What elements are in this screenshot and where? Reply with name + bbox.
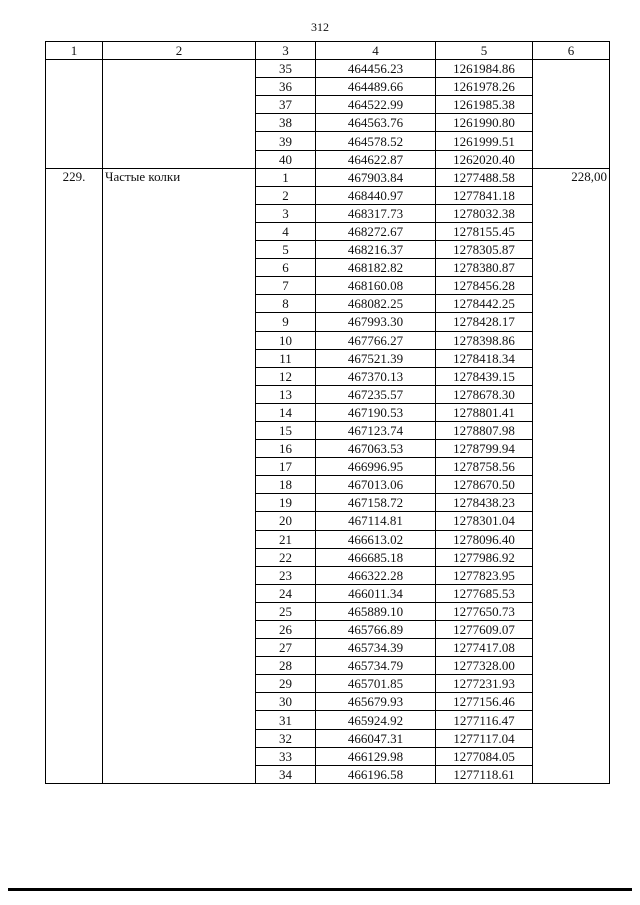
y-coordinate-cell: 1277156.46 [436, 693, 533, 711]
point-number-cell: 35 [256, 60, 316, 78]
point-number-cell: 17 [256, 458, 316, 476]
y-coordinate-cell: 1277488.58 [436, 168, 533, 186]
point-number-cell: 12 [256, 367, 316, 385]
column-header: 4 [316, 42, 436, 60]
x-coordinate-cell: 466129.98 [316, 747, 436, 765]
x-coordinate-cell: 465766.89 [316, 621, 436, 639]
point-number-cell: 2 [256, 186, 316, 204]
y-coordinate-cell: 1278807.98 [436, 421, 533, 439]
x-coordinate-cell: 468182.82 [316, 259, 436, 277]
y-coordinate-cell: 1261984.86 [436, 60, 533, 78]
y-coordinate-cell: 1261990.80 [436, 114, 533, 132]
y-coordinate-cell: 1278438.23 [436, 494, 533, 512]
object-number-cell: 229. [46, 168, 103, 783]
column-header: 2 [103, 42, 256, 60]
point-number-cell: 31 [256, 711, 316, 729]
point-number-cell: 6 [256, 259, 316, 277]
x-coordinate-cell: 467013.06 [316, 476, 436, 494]
x-coordinate-cell: 468272.67 [316, 222, 436, 240]
area-cell: 228,00 [533, 168, 610, 783]
x-coordinate-cell: 467190.53 [316, 403, 436, 421]
x-coordinate-cell: 466011.34 [316, 584, 436, 602]
x-coordinate-cell: 464489.66 [316, 78, 436, 96]
x-coordinate-cell: 466322.28 [316, 566, 436, 584]
point-number-cell: 13 [256, 385, 316, 403]
point-number-cell: 16 [256, 440, 316, 458]
x-coordinate-cell: 468317.73 [316, 204, 436, 222]
y-coordinate-cell: 1261999.51 [436, 132, 533, 150]
y-coordinate-cell: 1277231.93 [436, 675, 533, 693]
point-number-cell: 29 [256, 675, 316, 693]
y-coordinate-cell: 1277116.47 [436, 711, 533, 729]
x-coordinate-cell: 465889.10 [316, 602, 436, 620]
x-coordinate-cell: 468082.25 [316, 295, 436, 313]
point-number-cell: 9 [256, 313, 316, 331]
point-number-cell: 4 [256, 222, 316, 240]
x-coordinate-cell: 467063.53 [316, 440, 436, 458]
point-number-cell: 21 [256, 530, 316, 548]
x-coordinate-cell: 468440.97 [316, 186, 436, 204]
y-coordinate-cell: 1277118.61 [436, 765, 533, 783]
y-coordinate-cell: 1277986.92 [436, 548, 533, 566]
x-coordinate-cell: 466685.18 [316, 548, 436, 566]
x-coordinate-cell: 464456.23 [316, 60, 436, 78]
point-number-cell: 19 [256, 494, 316, 512]
x-coordinate-cell: 465924.92 [316, 711, 436, 729]
point-number-cell: 15 [256, 421, 316, 439]
page-number: 312 [311, 20, 329, 34]
object-number-cell [46, 60, 103, 169]
object-name-cell [103, 60, 256, 169]
point-number-cell: 14 [256, 403, 316, 421]
point-number-cell: 1 [256, 168, 316, 186]
point-number-cell: 7 [256, 277, 316, 295]
y-coordinate-cell: 1278305.87 [436, 241, 533, 259]
x-coordinate-cell: 465734.39 [316, 639, 436, 657]
x-coordinate-cell: 465734.79 [316, 657, 436, 675]
x-coordinate-cell: 466613.02 [316, 530, 436, 548]
y-coordinate-cell: 1277328.00 [436, 657, 533, 675]
point-number-cell: 37 [256, 96, 316, 114]
y-coordinate-cell: 1278442.25 [436, 295, 533, 313]
x-coordinate-cell: 466996.95 [316, 458, 436, 476]
table-header-row [46, 42, 610, 60]
x-coordinate-cell: 467158.72 [316, 494, 436, 512]
area-cell [533, 60, 610, 169]
point-number-cell: 20 [256, 512, 316, 530]
y-coordinate-cell: 1277084.05 [436, 747, 533, 765]
x-coordinate-cell: 464563.76 [316, 114, 436, 132]
x-coordinate-cell: 468160.08 [316, 277, 436, 295]
x-coordinate-cell: 467123.74 [316, 421, 436, 439]
point-number-cell: 8 [256, 295, 316, 313]
y-coordinate-cell: 1261978.26 [436, 78, 533, 96]
y-coordinate-cell: 1278801.41 [436, 403, 533, 421]
y-coordinate-cell: 1277841.18 [436, 186, 533, 204]
point-number-cell: 18 [256, 476, 316, 494]
y-coordinate-cell: 1278678.30 [436, 385, 533, 403]
x-coordinate-cell: 467993.30 [316, 313, 436, 331]
bottom-rule [8, 888, 632, 891]
y-coordinate-cell: 1277417.08 [436, 639, 533, 657]
point-number-cell: 28 [256, 657, 316, 675]
x-coordinate-cell: 466047.31 [316, 729, 436, 747]
point-number-cell: 30 [256, 693, 316, 711]
y-coordinate-cell: 1278418.34 [436, 349, 533, 367]
x-coordinate-cell: 465701.85 [316, 675, 436, 693]
x-coordinate-cell: 467235.57 [316, 385, 436, 403]
x-coordinate-cell: 467766.27 [316, 331, 436, 349]
point-number-cell: 32 [256, 729, 316, 747]
point-number-cell: 24 [256, 584, 316, 602]
x-coordinate-cell: 465679.93 [316, 693, 436, 711]
y-coordinate-cell: 1277650.73 [436, 602, 533, 620]
object-name-cell: Частые колки [103, 168, 256, 783]
point-number-cell: 25 [256, 602, 316, 620]
column-header: 3 [256, 42, 316, 60]
y-coordinate-cell: 1278456.28 [436, 277, 533, 295]
x-coordinate-cell: 467521.39 [316, 349, 436, 367]
point-number-cell: 38 [256, 114, 316, 132]
column-header: 6 [533, 42, 610, 60]
y-coordinate-cell: 1278799.94 [436, 440, 533, 458]
point-number-cell: 34 [256, 765, 316, 783]
x-coordinate-cell: 464622.87 [316, 150, 436, 168]
point-number-cell: 11 [256, 349, 316, 367]
y-coordinate-cell: 1278670.50 [436, 476, 533, 494]
point-number-cell: 5 [256, 241, 316, 259]
x-coordinate-cell: 464578.52 [316, 132, 436, 150]
coordinates-table [45, 41, 610, 784]
column-header: 5 [436, 42, 533, 60]
x-coordinate-cell: 466196.58 [316, 765, 436, 783]
point-number-cell: 22 [256, 548, 316, 566]
point-number-cell: 3 [256, 204, 316, 222]
x-coordinate-cell: 468216.37 [316, 241, 436, 259]
point-number-cell: 39 [256, 132, 316, 150]
x-coordinate-cell: 467370.13 [316, 367, 436, 385]
x-coordinate-cell: 464522.99 [316, 96, 436, 114]
y-coordinate-cell: 1278439.15 [436, 367, 533, 385]
point-number-cell: 40 [256, 150, 316, 168]
y-coordinate-cell: 1278380.87 [436, 259, 533, 277]
y-coordinate-cell: 1278398.86 [436, 331, 533, 349]
y-coordinate-cell: 1278032.38 [436, 204, 533, 222]
y-coordinate-cell: 1277609.07 [436, 621, 533, 639]
y-coordinate-cell: 1262020.40 [436, 150, 533, 168]
y-coordinate-cell: 1277823.95 [436, 566, 533, 584]
y-coordinate-cell: 1278758.56 [436, 458, 533, 476]
x-coordinate-cell: 467114.81 [316, 512, 436, 530]
point-number-cell: 26 [256, 621, 316, 639]
table-row [46, 168, 610, 186]
y-coordinate-cell: 1277685.53 [436, 584, 533, 602]
y-coordinate-cell: 1278096.40 [436, 530, 533, 548]
point-number-cell: 23 [256, 566, 316, 584]
y-coordinate-cell: 1261985.38 [436, 96, 533, 114]
x-coordinate-cell: 467903.84 [316, 168, 436, 186]
y-coordinate-cell: 1277117.04 [436, 729, 533, 747]
y-coordinate-cell: 1278301.04 [436, 512, 533, 530]
point-number-cell: 33 [256, 747, 316, 765]
y-coordinate-cell: 1278428.17 [436, 313, 533, 331]
point-number-cell: 10 [256, 331, 316, 349]
point-number-cell: 36 [256, 78, 316, 96]
point-number-cell: 27 [256, 639, 316, 657]
table-row [46, 60, 610, 78]
column-header: 1 [46, 42, 103, 60]
y-coordinate-cell: 1278155.45 [436, 222, 533, 240]
